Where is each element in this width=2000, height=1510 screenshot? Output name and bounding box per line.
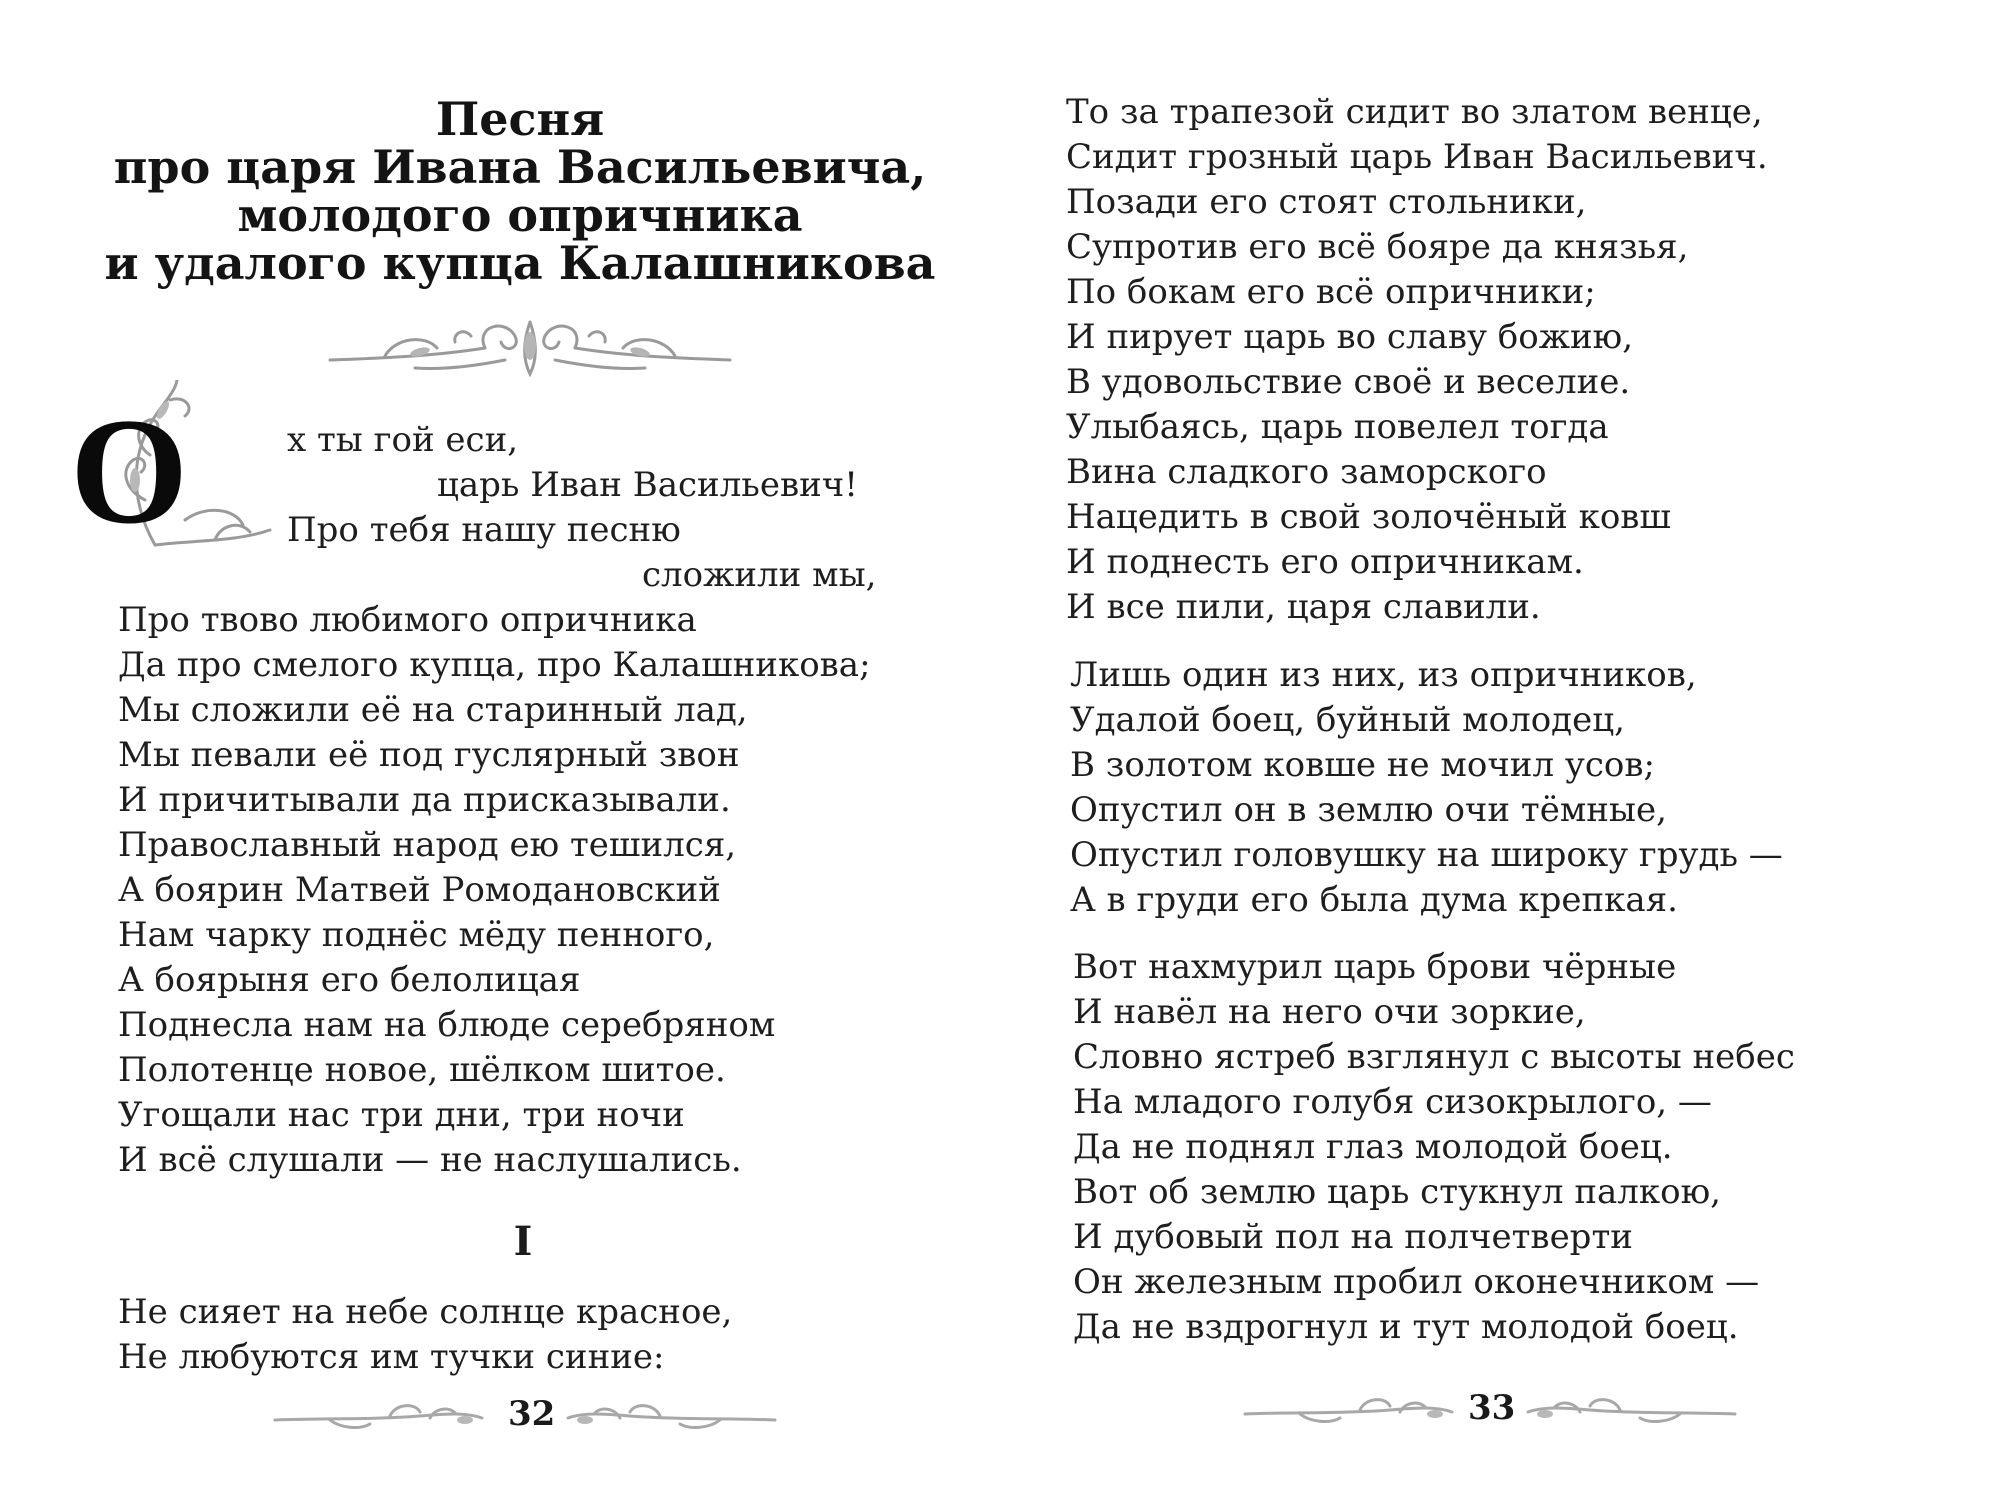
verse-line: Про тебя нашу песню [287, 510, 681, 550]
verse-line: х ты гой еси, [287, 420, 519, 460]
verse-line: царь Иван Васильевич! [437, 465, 858, 505]
verse-line: Мы сложили её на старинный лад, [118, 690, 748, 730]
verse-line: Удалой боец, буйный молодец, [1070, 700, 1625, 740]
verse-line: Улыбаясь, царь повелел тогда [1066, 407, 1609, 447]
verse-line: На младого голубя сизокрылого, — [1073, 1082, 1712, 1122]
verse-line: А боярыня его белолицая [118, 960, 581, 1000]
verse-line: Нам чарку поднёс мёду пенного, [118, 915, 715, 955]
verse-line: Словно ястреб взглянул с высоты небес [1073, 1037, 1795, 1077]
page-number: 32 [508, 1394, 556, 1434]
verse-line: Опустил головушку на широку грудь — [1070, 835, 1783, 875]
verse-line: Не любуются им тучки синие: [118, 1337, 665, 1377]
verse-line: Вот нахмурил царь брови чёрные [1073, 947, 1677, 987]
title-line: Песня [435, 92, 605, 146]
verse-line: Поднесла нам на блюде серебряном [118, 1005, 776, 1045]
footer-ornament-right [1520, 1392, 1740, 1432]
verse-line: И всё слушали — не наслушались. [118, 1140, 742, 1180]
verse-line: Мы певали её под гуслярный звон [118, 735, 740, 775]
right-stanza-3 [1073, 945, 1795, 1350]
verse-line: А в груди его была дума крепкая. [1070, 880, 1678, 920]
verse-line: сложили мы, [642, 555, 877, 595]
verse-line: Супротив его всё бояре да князья, [1066, 227, 1689, 267]
verse-line: Да про смелого купца, про Калашникова; [118, 645, 871, 685]
verse-line: Вот об землю царь стукнул палкою, [1073, 1172, 1721, 1212]
left-stanza [118, 598, 871, 1183]
footer-ornament-left [270, 1398, 490, 1438]
section-numeral: I [513, 1218, 533, 1265]
verse-line: Да не вздрогнул и тут молодой боец. [1073, 1307, 1739, 1347]
verse-line: И поднесть его опричникам. [1066, 542, 1584, 582]
verse-line: В удовольствие своё и веселие. [1066, 362, 1631, 402]
verse-line: И причитывали да присказывали. [118, 780, 731, 820]
title-line: про царя Ивана Васильевича, [113, 140, 927, 194]
verse-line: Про твово любимого опричника [118, 600, 697, 640]
verse-line: Православный народ ею тешился, [118, 825, 737, 865]
verse-line: Полотенце новое, шёлком шитое. [118, 1050, 726, 1090]
title-ornament [325, 312, 735, 382]
dropcap-letter: О [70, 387, 189, 555]
verse-line: А боярин Матвей Ромодановский [118, 870, 721, 910]
footer-ornament-left [1240, 1392, 1460, 1432]
verse-line: И дубовый пол на полчетверти [1073, 1217, 1633, 1257]
right-page [1000, 0, 2000, 1510]
intro-line [287, 418, 518, 463]
verse-line: Вина сладкого заморского [1066, 452, 1547, 492]
verse-line: Сидит грозный царь Иван Васильевич. [1066, 137, 1768, 177]
right-stanza-2 [1070, 653, 1783, 923]
verse-line: Да не поднял глаз молодой боец. [1073, 1127, 1673, 1167]
verse-line: По бокам его всё опричники; [1066, 272, 1596, 312]
title-line: и удалого купца Калашникова [104, 236, 936, 290]
verse-line: Нацедить в свой золочёный ковш [1066, 497, 1672, 537]
intro-line [437, 463, 858, 508]
verse-line: Он железным пробил оконечником — [1073, 1262, 1760, 1302]
verse-line: В золотом ковше не мочил усов; [1070, 745, 1655, 785]
verse-line: И все пили, царя славили. [1066, 587, 1541, 627]
intro-line [642, 553, 876, 598]
section-stanza [118, 1290, 732, 1380]
right-stanza-1 [1066, 90, 1768, 630]
verse-line: И навёл на него очи зоркие, [1073, 992, 1586, 1032]
verse-line: Лишь один из них, из опричников, [1070, 655, 1697, 695]
title-line: молодого опричника [237, 188, 803, 242]
verse-line: То за трапезой сидит во златом венце, [1066, 92, 1763, 132]
footer-ornament-right [560, 1398, 780, 1438]
verse-line: И пирует царь во славу божию, [1066, 317, 1634, 357]
verse-line: Позади его стоят стольники, [1066, 182, 1587, 222]
poem-title [0, 92, 1040, 290]
verse-line: Угощали нас три дни, три ночи [118, 1095, 685, 1135]
verse-line: Опустил он в землю очи тёмные, [1070, 790, 1667, 830]
verse-line: Не сияет на небе солнце красное, [118, 1292, 733, 1332]
intro-line [287, 508, 681, 553]
page-number: 33 [1468, 1388, 1516, 1428]
